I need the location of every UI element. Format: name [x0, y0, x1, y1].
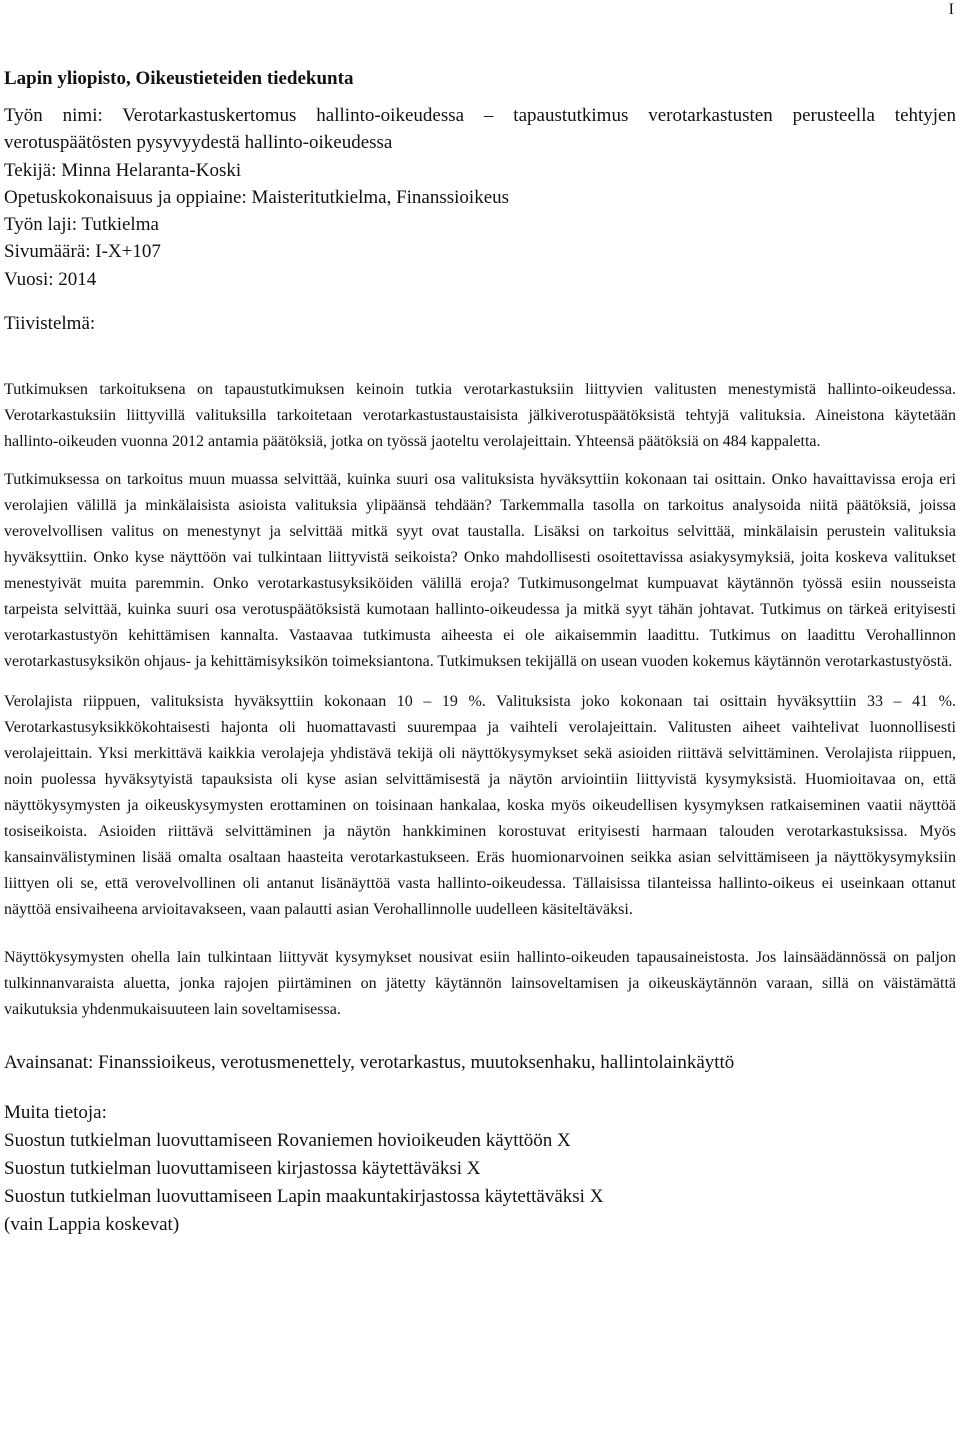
abstract-paragraph: Tutkimuksen tarkoituksena on tapaustutkimuksen keinoin tutkia verotarkastuksiin liittyvien valitusten menestymistä hallinto-oikeudessa. Verotarkastuksiin liittyvillä valituksilla tarkoitetaan verotarkastustaustaisista jälkiverotuspäätöksistä tehtyjä valituksia. Aineistona käytetään hallinto-oikeuden vuonna 2012 antamia päätöksiä, jotka on työssä jaoteltu verolajeittain. Yhteensä päätöksiä on 484 kappaletta.	[4, 381, 956, 451]
page-number: I	[948, 1, 954, 18]
abstract-paragraph: Näyttökysymysten ohella lain tulkintaan liittyvät kysymykset nousivat esiin hallinto-oikeuden tapausaineistosta. Jos lainsäädännössä on paljon tulkinnanvaraista aluetta, jonka rajojen piirtäminen on jätetty käytännön lainsoveltamisen ja oikeuskäytännön varaan, sillä on väistämättä vaikutuksia yhdenmukaisuuteen lain soveltamisessa.	[4, 949, 956, 1019]
abstract-label: Tiivistelmä:	[4, 313, 96, 335]
work-title: Työn nimi: Verotarkastuskertomus hallinto-oikeudessa – tapaustutkimus verotarkastusten perusteella tehtyjen verotuspäätösten pysyvyydestä hallinto-oikeudessa	[4, 105, 956, 154]
other-info-label: Muita tietoja:	[4, 1102, 107, 1124]
abstract-body	[4, 377, 956, 1023]
work-type-line: Työn laji: Tutkielma	[4, 214, 159, 236]
consent-library: Suostun tutkielman luovuttamiseen kirjastossa käytettäväksi X	[4, 1158, 481, 1180]
consent-rovaniemi: Suostun tutkielman luovuttamiseen Rovaniemen hovioikeuden käyttöön X	[4, 1130, 571, 1152]
document-page	[4, 66, 956, 1239]
author-line: Tekijä: Minna Helaranta-Koski	[4, 159, 242, 181]
thesis-metadata	[4, 102, 956, 337]
lapland-note: (vain Lappia koskevat)	[4, 1214, 180, 1236]
study-area-line: Opetuskokonaisuus ja oppiaine: Maisteritutkielma, Finanssioikeus	[4, 186, 510, 208]
abstract-paragraph: Verolajista riippuen, valituksista hyväksyttiin kokonaan 10 – 19 %. Valituksista joko kokonaan tai osittain hyväksyttiin 33 – 41 %. Verotarkastusyksikkökohtaisesti hajonta oli huomattavasti suurempaa ja vaihteli verolajeittain. Valitusten aiheet vaihtelivat luonnollisesti verolajeittain. Yksi merkittävä kaikkia verolajeja yhdistävä tekijä oli näyttökysymykset sekä asioiden riittävä selvittäminen. Verolajista riippuen, noin puolessa hyväksytyistä tapauksista oli kyse asian selvittämisestä ja näytön arviointiin liittyvistä kysymyksistä. Huomioitavaa on, että näyttökysymysten ja oikeuskysymysten erottaminen on toisinaan hankalaa, koska myös oikeudellisen kysymyksen ratkaiseminen vaatii näyttöä tosiseikoista. Asioiden riittävä selvittäminen ja näytön hankkiminen korostuvat erityisesti harmaan talouden verotarkastuksissa. Myös kansainvälistyminen lisää omalta osaltaan haasteita verotarkastukseen. Eräs huomionarvoinen seikka asian selvittämiseen ja näyttökysymyksiin liittyen oli se, että verovelvollinen oli antanut lisänäyttöä vasta hallinto-oikeudessa. Tällaisissa tilanteissa hallinto-oikeus ei useinkaan ottanut näyttöä ensivaiheena arvioitavakseen, vaan palautti asian Verohallinnolle uudelleen käsiteltäväksi.	[4, 693, 956, 919]
faculty-heading: Lapin yliopisto, Oikeustieteiden tiedekunta	[4, 68, 354, 89]
keywords-line: Avainsanat: Finanssioikeus, verotusmenettely, verotarkastus, muutoksenhaku, hallintolainkäyttö	[4, 1052, 735, 1074]
other-info-section	[4, 1099, 956, 1239]
consent-lapland-library: Suostun tutkielman luovuttamiseen Lapin maakuntakirjastossa käytettäväksi X	[4, 1186, 604, 1208]
abstract-paragraph: Tutkimuksessa on tarkoitus muun muassa selvittää, kuinka suuri osa valituksista hyväksyttiin kokonaan tai osittain. Onko havaittavissa eroja eri verolajien välillä ja minkälaisista asioista valituksia ylipäänsä tehdään? Tarkemmalla tasolla on tarkoitus analysoida niitä päätöksiä, joissa verovelvollisen valitus on menestynyt ja selvittää mitkä syyt ovat taustalla. Lisäksi on tarkoitus selvittää, minkälaisin perustein valituksia hyväksyttiin. Onko kyse näyttöön vai tulkintaan liittyvistä seikoista? Onko mahdollisesti osoitettavissa asiakysymyksiä, joita koskeva valitukset menestyivät muita paremmin. Onko verotarkastusyksiköiden välillä eroja? Tutkimusongelmat kumpuavat käytännön työssä esiin nousseista tarpeista selvittää, kuinka suuri osa verotuspäätöksistä kumotaan hallinto-oikeudessa ja mitkä syyt tähän johtavat. Tutkimus on tärkeä erityisesti verotarkastustyön kehittämisen kannalta. Vastaavaa tutkimusta aiheesta ei ole aikaisemmin laadittu. Tutkimus on laadittu Verohallinnon verotarkastusyksikön ohjaus- ja kehittämisyksikön toimeksiantona. Tutkimuksen tekijällä on usean vuoden kokemus käytännön verotarkastustyöstä.	[4, 471, 956, 671]
page-count-line: Sivumäärä: I-X+107	[4, 241, 161, 263]
year-line: Vuosi: 2014	[4, 268, 97, 290]
